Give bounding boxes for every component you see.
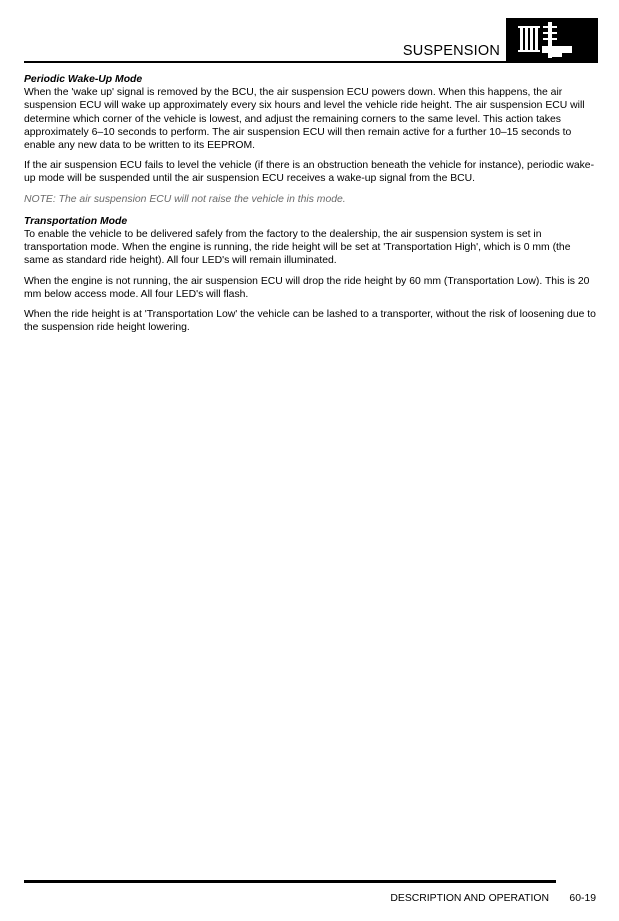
- page-section-title: SUSPENSION: [402, 43, 500, 59]
- paragraph: When the ride height is at 'Transportation Low' the vehicle can be lashed to a transporter, without the risk of loosening due to the suspension ride height lowering.: [24, 309, 596, 334]
- page-body: [24, 73, 596, 341]
- paragraph: If the air suspension ECU fails to level the vehicle (if there is an obstruction beneath the vehicle for instance), periodic wake-up mode will be suspended until the air suspension ECU receives a wake-up signal from the BCU.: [24, 160, 595, 185]
- section-transportation-mode: [24, 215, 596, 335]
- section-heading: Periodic Wake-Up Mode: [24, 74, 143, 85]
- suspension-strut-icon: [506, 18, 598, 63]
- section-periodic-wake-up: [24, 73, 596, 206]
- page-number: 60-19: [569, 893, 596, 904]
- header-divider: [24, 61, 508, 63]
- footer-divider: [24, 880, 556, 883]
- note-text: NOTE: The air suspension ECU will not raise the vehicle in this mode.: [24, 193, 346, 205]
- section-heading: Transportation Mode: [24, 215, 128, 227]
- paragraph: To enable the vehicle to be delivered safely from the factory to the dealership, the air suspension system is set in transportation mode. When the engine is running, the ride height will be set at 'Transportation High', which is 0 mm (the same as standard ride height). All four LED's will remain illuminated.: [24, 229, 571, 267]
- paragraph: When the 'wake up' signal is removed by the BCU, the air suspension ECU powers down. When this happens, the air suspension ECU will wake up approximately every six hours and level the vehicle ride height. The air suspension ECU will determine which corner of the vehicle is lowest, and adjust the remaining corners to the same level. This action takes approximately 6–10 seconds to perform. The air suspension ECU will then remain active for a further 10–15 seconds to enable any new data to be written to its EEPROM.: [24, 87, 585, 152]
- paragraph: When the engine is not running, the air suspension ECU will drop the ride height by 60 mm (Transportation Low). This is 20 mm below access mode. All four LED's will flash.: [24, 275, 590, 300]
- footer-section-label: DESCRIPTION AND OPERATION: [390, 893, 549, 904]
